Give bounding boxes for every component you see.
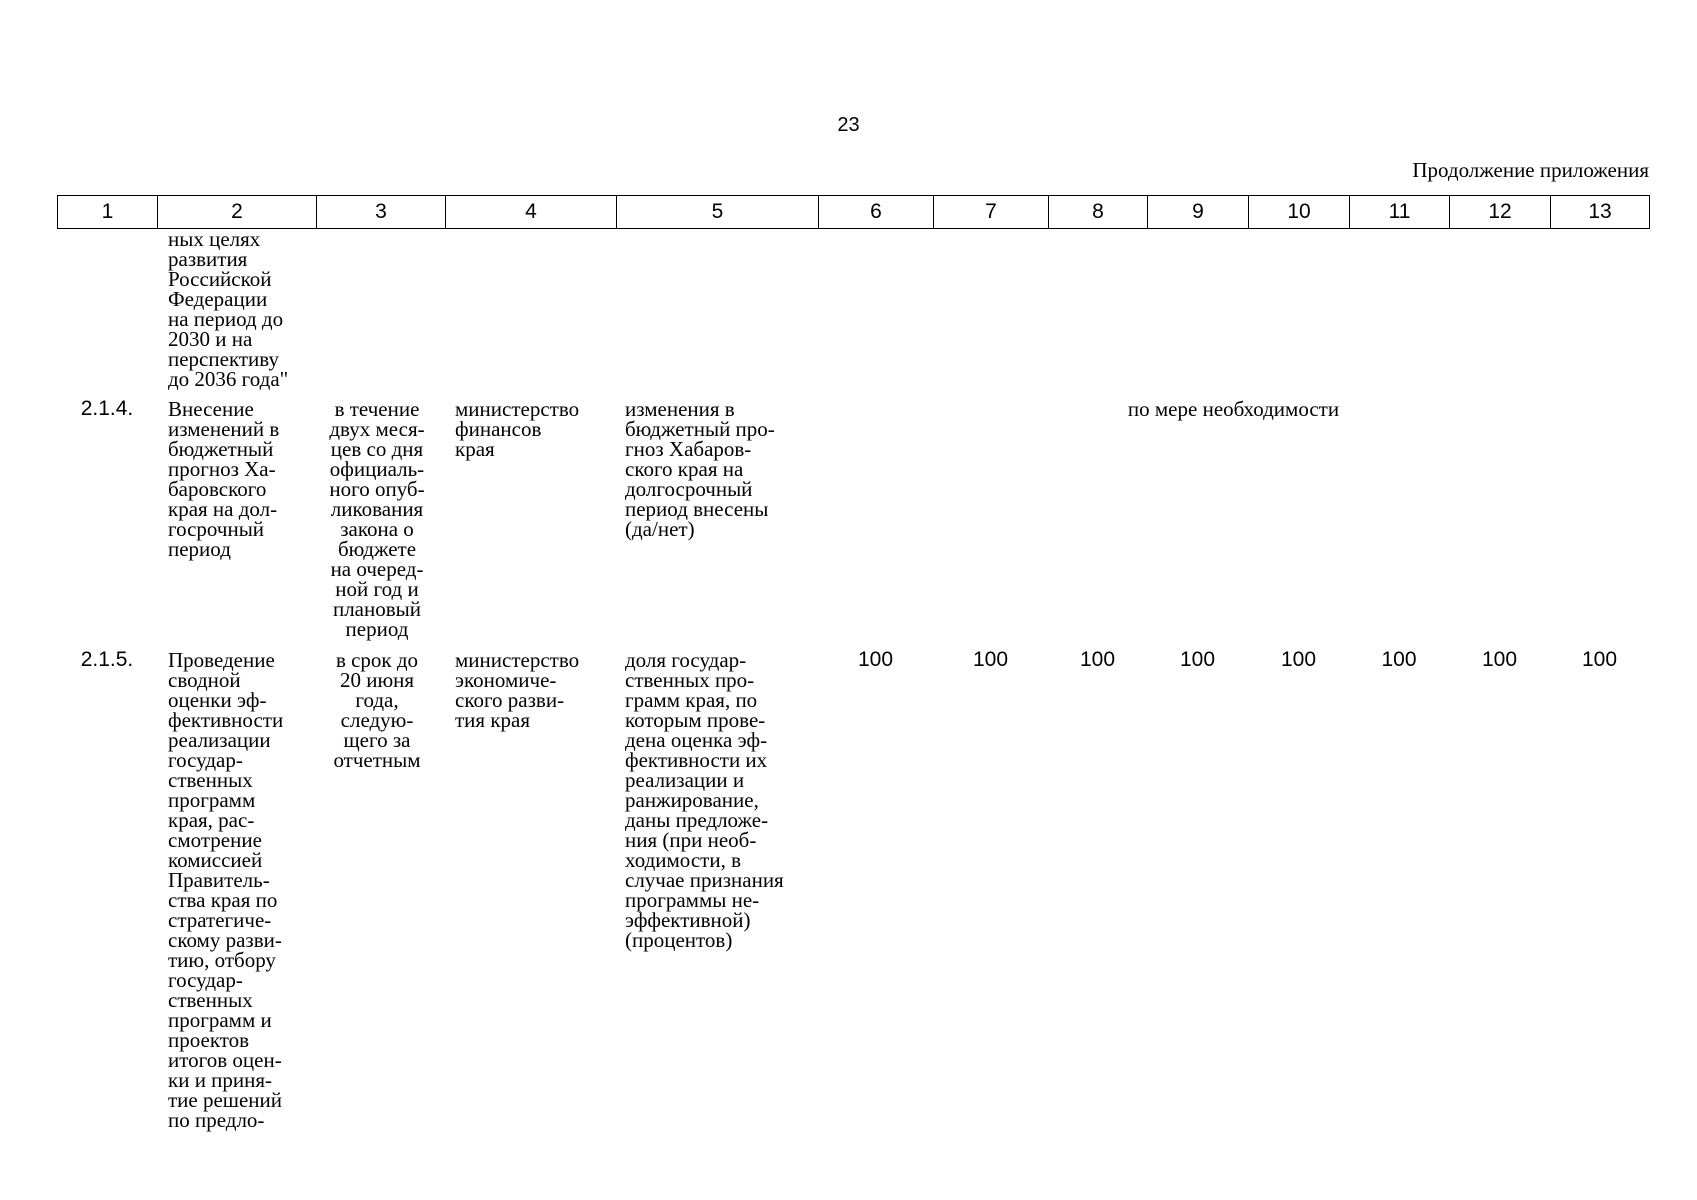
header-col-5: 5 (617, 196, 819, 229)
row-value-col-9: 100 (1179, 648, 1216, 671)
row-name: Проведение сводной оценки эф- фективности реализации государ- ственных программ края, рас- смотрение комиссией Правитель- ства края по стратегиче- скому разви- тию, отбору государ- ственных программ и проектов итогов оцен- ки и приня- тие решений по предло- (168, 648, 284, 1132)
row-deadline: в срок до 20 июня года, следую- щего за отчетным (333, 648, 421, 772)
header-col-3: 3 (317, 196, 446, 229)
row-name: Внесение изменений в бюджетный прогноз Ха- баровского края на дол- госрочный период (168, 397, 280, 561)
header-col-11: 11 (1350, 196, 1450, 229)
row-value-col-6: 100 (857, 648, 894, 671)
header-col-1: 1 (58, 196, 158, 229)
row-value-col-11: 100 (1381, 648, 1417, 671)
carryover-name-cell: ных целях развития Российской Федерации на период до 2030 и на перспективу до 2036 года" (168, 227, 289, 391)
row-value-col-12: 100 (1481, 648, 1518, 671)
row-number: 2.1.5. (80, 648, 134, 671)
header-col-12: 12 (1450, 196, 1551, 229)
row-indicator: доля государ- ственных про- грамм края, по которым прове- дена оценка эф- фективности их реализации и ранжирование, даны предложе- ния (при необ- ходимости, в случае признания программы не- эффективной) (процентов) (625, 648, 784, 952)
row-number: 2.1.4. (80, 397, 134, 420)
continuation-label: Продолжение приложения (1412, 158, 1649, 182)
row-responsible: министерство финансов края (455, 397, 580, 461)
row-deadline: в течение двух меся- цев со дня официаль- ного опуб- ликования закона о бюджете на очеред- ной год и плановый период (329, 397, 425, 641)
header-col-10: 10 (1249, 196, 1350, 229)
row-value-col-8: 100 (1079, 648, 1116, 671)
row-indicator: изменения в бюджетный про- гноз Хабаров- ского края на долгосрочный период внесены (да/нет) (625, 397, 775, 541)
row-responsible: министерство экономиче- ского разви- тия края (455, 648, 580, 732)
row-span-value: по мере необходимости (1127, 397, 1340, 421)
header-col-9: 9 (1148, 196, 1249, 229)
header-col-2: 2 (158, 196, 317, 229)
header-col-13: 13 (1551, 196, 1650, 229)
header-col-7: 7 (934, 196, 1049, 229)
row-value-col-13: 100 (1581, 648, 1618, 671)
page-number: 23 (837, 114, 860, 136)
table-header (57, 195, 1650, 229)
row-value-col-7: 100 (972, 648, 1009, 671)
header-col-4: 4 (446, 196, 617, 229)
row-value-col-10: 100 (1280, 648, 1317, 671)
header-col-8: 8 (1049, 196, 1148, 229)
header-col-6: 6 (819, 196, 934, 229)
